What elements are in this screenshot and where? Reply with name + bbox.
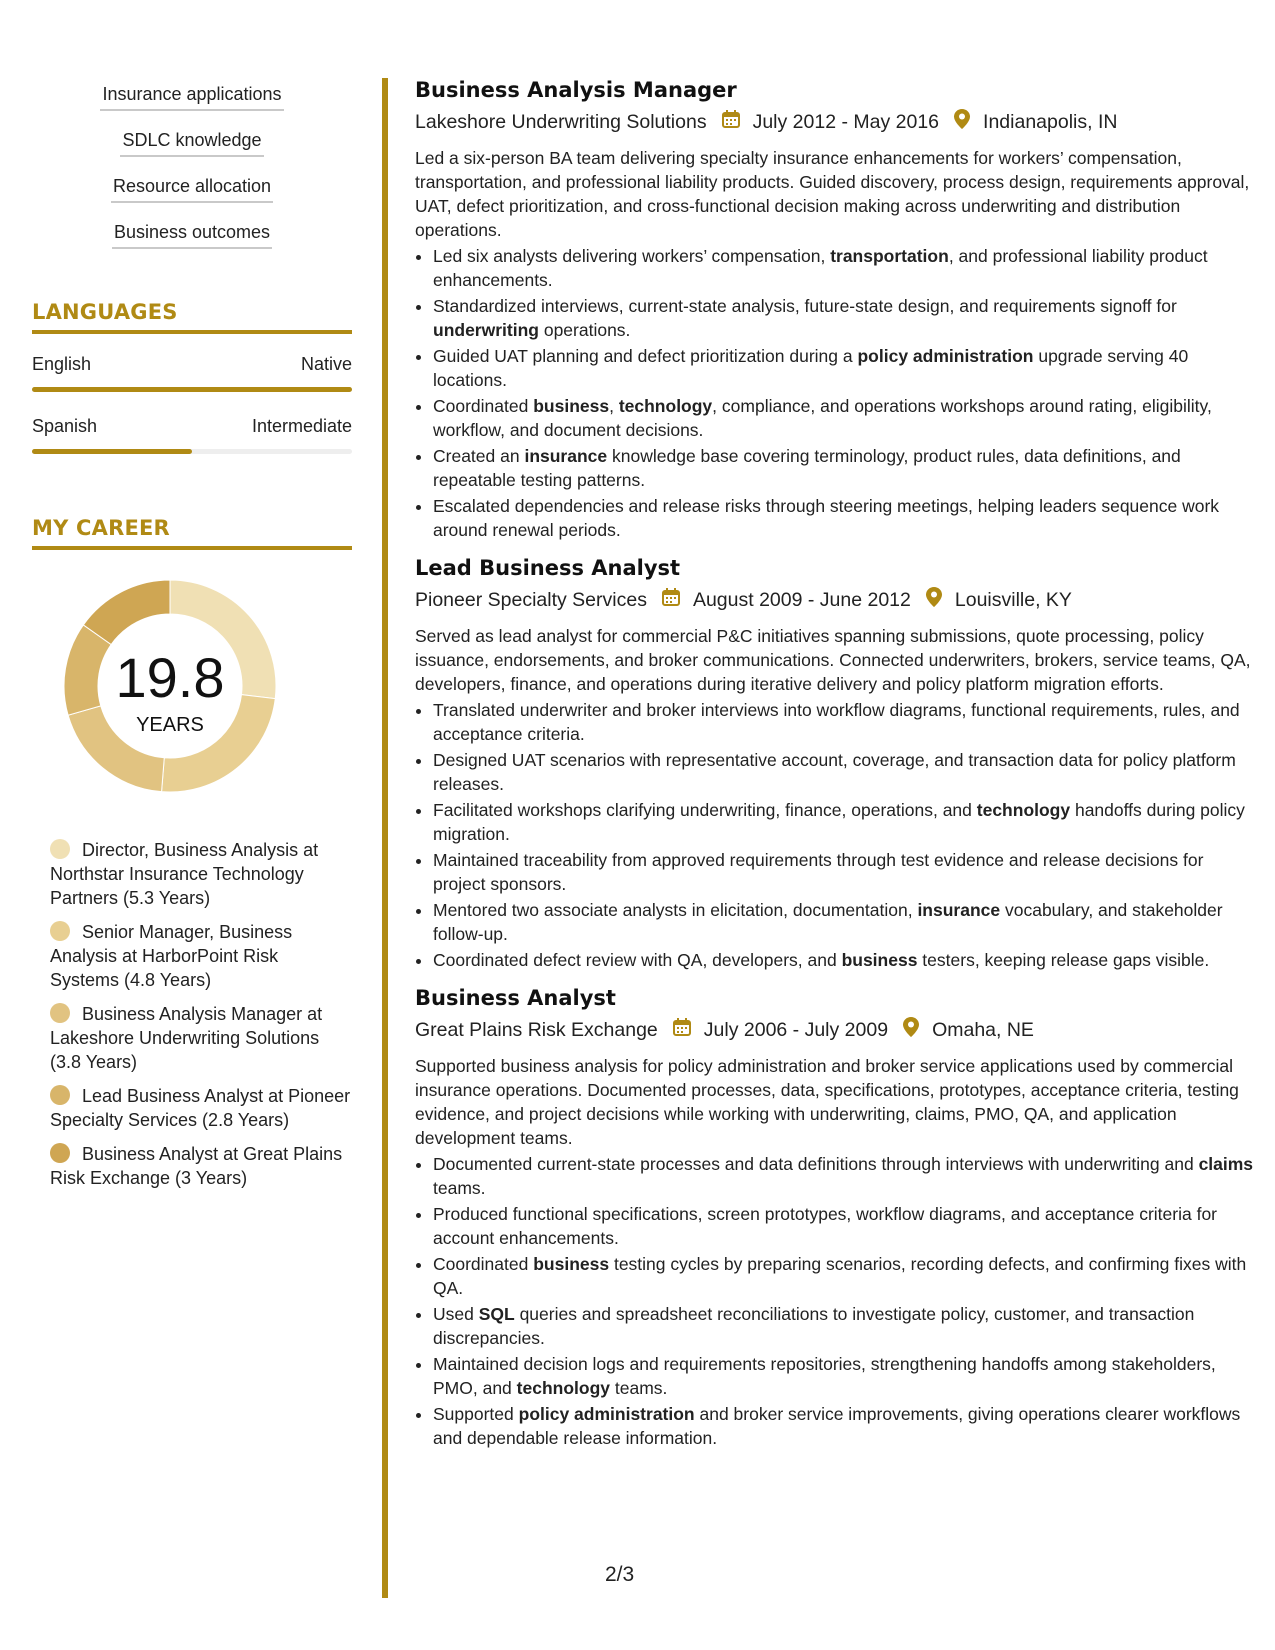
career-title: MY CAREER [32,516,352,550]
bullet-text: and broker service improvements, giving operations clearer workflows and dependable release information. [433,1404,1241,1448]
keyword-highlight: transportation [830,246,949,266]
career-legend-text: Business Analysis Manager at Lakeshore Underwriting Solutions (3.8 Years) [50,1004,323,1072]
job-location: Louisville, KY [954,588,1072,611]
bullet-text: Escalated dependencies and release risks through steering meetings, helping leaders sequence work around renewal periods. [433,496,1220,540]
bullet-text: handoffs during policy migration. [433,800,1245,844]
career-legend-item [32,838,352,910]
bullet-text: Documented current-state processes and data definitions through interviews with underwriting and [433,1154,1199,1174]
job-entry [415,986,1255,1450]
bullet-text: Translated underwriter and broker interviews into workflow diagrams, functional requirements, rules, and acceptance criteria. [433,700,1240,744]
job-bullet [433,1352,1255,1400]
bullet-text: Coordinated [433,1254,534,1274]
job-bullet [433,848,1255,896]
job-summary: Supported business analysis for policy administration and broker service applications used by commercial insurance operations. Documented processes, data, specifications, prototypes, acceptance criteria, testing evidence, and project decisions while working with underwriting, claims, PMO, QA, and application development teams. [415,1056,1239,1148]
bullet-text: upgrade serving 40 locations. [433,346,1189,390]
bullet-text: Standardized interviews, current-state analysis, future-state design, and requirements signoff for [433,296,1177,316]
career-donut-slice [162,695,276,792]
job-entry [415,78,1255,542]
keyword-highlight: insurance [917,900,1001,920]
column-divider [382,78,388,1598]
skill-item [32,218,352,249]
job-meta [415,586,1255,614]
skill-item [32,126,352,157]
location-pin-icon [953,108,971,136]
bullet-text: Coordinated [433,396,534,416]
job-company: Great Plains Risk Exchange [415,1018,658,1041]
language-item [32,354,352,392]
location-pin-icon [902,1016,920,1044]
job-company: Lakeshore Underwriting Solutions [415,110,707,133]
career-legend-item [32,1002,352,1074]
job-company: Pioneer Specialty Services [415,588,647,611]
keyword-highlight: business [533,1254,610,1274]
bullet-text: Supported [433,1404,519,1424]
keyword-highlight: insurance [524,446,608,466]
bullet-text: testing cycles by preparing scenarios, recording defects, and confirming fixes with QA. [433,1254,1247,1298]
job-bullet [433,948,1255,972]
job-bullet [433,898,1255,946]
job-bullets [415,1152,1255,1450]
job-summary: Served as lead analyst for commercial P&C initiatives spanning submissions, quote processing, policy issuance, endorsements, and broker communications. Connected underwriters, brokers, service teams, QA, developers, finance, and operations during iterative delivery and policy platform migration efforts. [415,626,1251,694]
job-bullet [433,294,1255,342]
language-level: Native [300,354,352,374]
location-pin-icon [925,586,943,614]
job-dates: August 2009 - June 2012 [692,588,911,611]
keyword-highlight: underwriting [433,320,539,340]
languages-title: LANGUAGES [32,300,352,334]
job-meta [415,108,1255,136]
job-bullet [433,1202,1255,1250]
language-row [32,354,352,375]
job-bullet [433,244,1255,292]
language-proficiency-bar [32,387,352,392]
calendar-icon [721,109,741,135]
language-item [32,416,352,454]
job-bullet [433,1252,1255,1300]
job-summary: Led a six-person BA team delivering specialty insurance enhancements for workers’ compensation, transportation, and professional liability products. Guided discovery, process design, requirements approval, UAT, defect prioritization, and cross-functional decision making across underwriting and distribution operations. [415,148,1250,240]
bullet-text: , and professional liability product enhancements. [433,246,1208,290]
keyword-highlight: business [841,950,918,970]
keyword-highlight: claims [1198,1154,1254,1174]
bullet-text: , compliance, and operations workshops around rating, eligibility, workflow, and document decisions. [433,396,1212,440]
career-donut-chart [32,580,352,810]
calendar-icon [672,1017,692,1043]
keyword-highlight: technology [976,800,1071,820]
bullet-text: teams. [433,1178,486,1198]
language-level: Intermediate [251,416,352,436]
job-bullet [433,444,1255,492]
language-proficiency-fill [32,387,352,392]
bullet-text: Maintained traceability from approved requirements through test evidence and release decisions for project sponsors. [433,850,1204,894]
bullet-text: Mentored two associate analysts in elicitation, documentation, [433,900,918,920]
experience-section [415,78,1255,1464]
languages-list [32,354,352,454]
bullet-text: vocabulary, and stakeholder follow-up. [433,900,1223,944]
job-bullets [415,698,1255,972]
calendar-icon [661,587,681,613]
job-title: Business Analyst [415,986,616,1010]
bullet-text: knowledge base covering terminology, product rules, data definitions, and repeatable testing patterns. [433,446,1181,490]
skill-label: SDLC knowledge [120,126,263,157]
bullet-text: operations. [538,320,631,340]
job-bullet [433,1402,1255,1450]
skill-item [32,172,352,203]
job-bullet [433,748,1255,796]
bullet-text: Used [433,1304,479,1324]
keyword-highlight: technology [618,396,713,416]
bullet-text: Facilitated workshops clarifying underwriting, finance, operations, and [433,800,977,820]
skill-label: Business outcomes [112,218,272,249]
job-bullet [433,798,1255,846]
sidebar [32,80,352,1200]
language-name: Spanish [32,416,98,436]
bullet-text: Created an [433,446,525,466]
skills-list [32,80,352,249]
bullet-text: testers, keeping release gaps visible. [917,950,1210,970]
bullet-text: Coordinated defect review with QA, developers, and [433,950,842,970]
language-name: English [32,354,92,374]
career-legend-dot [50,1085,70,1105]
bullet-text: Designed UAT scenarios with representative account, coverage, and transaction data for policy platform releases. [433,750,1236,794]
page-number: 2/3 [605,1563,635,1586]
bullet-text: queries and spreadsheet reconciliations to investigate policy, customer, and transaction discrepancies. [433,1304,1195,1348]
job-meta [415,1016,1255,1044]
job-bullet [433,1302,1255,1350]
bullet-text: , [609,396,619,416]
language-row [32,416,352,437]
job-bullet [433,698,1255,746]
job-entry [415,556,1255,972]
career-years-label: YEARS [136,714,204,736]
career-total-years: 19.8 [115,646,225,709]
keyword-highlight: policy administration [518,1404,695,1424]
skill-item [32,80,352,111]
keyword-highlight: policy administration [857,346,1034,366]
job-bullet [433,344,1255,392]
career-legend-text: Business Analyst at Great Plains Risk Exchange (3 Years) [50,1144,343,1188]
skill-label: Insurance applications [100,80,283,111]
career-legend-item [32,1084,352,1132]
language-proficiency-bar [32,449,352,454]
career-legend-text: Senior Manager, Business Analysis at HarborPoint Risk Systems (4.8 Years) [50,922,293,990]
keyword-highlight: SQL [478,1304,515,1324]
keyword-highlight: technology [516,1378,610,1398]
job-location: Indianapolis, IN [983,110,1118,133]
job-bullet [433,494,1255,542]
job-location: Omaha, NE [932,1018,1034,1041]
skill-label: Resource allocation [111,172,273,203]
job-title: Lead Business Analyst [415,556,681,580]
career-legend [32,838,352,1190]
career-legend-text: Director, Business Analysis at Northstar Insurance Technology Partners (5.3 Years) [50,840,319,908]
job-bullets [415,244,1255,542]
job-dates: July 2012 - May 2016 [752,110,940,133]
career-legend-dot [50,1003,70,1023]
career-legend-dot [50,839,70,859]
career-legend-dot [50,921,70,941]
language-proficiency-fill [32,449,192,454]
job-title: Business Analysis Manager [415,78,737,102]
career-legend-item [32,1142,352,1190]
bullet-text: Guided UAT planning and defect prioritization during a [433,346,858,366]
keyword-highlight: business [533,396,610,416]
career-legend-text: Lead Business Analyst at Pioneer Specialty Services (2.8 Years) [50,1086,351,1130]
career-legend-item [32,920,352,992]
bullet-text: teams. [610,1378,668,1398]
bullet-text: Produced functional specifications, screen prototypes, workflow diagrams, and acceptance criteria for account enhancements. [433,1204,1218,1248]
job-dates: July 2006 - July 2009 [703,1018,889,1041]
job-bullet [433,394,1255,442]
career-legend-dot [50,1143,70,1163]
bullet-text: Led six analysts delivering workers’ compensation, [433,246,831,266]
job-bullet [433,1152,1255,1200]
bullet-text: Maintained decision logs and requirements repositories, strengthening handoffs among stakeholders, PMO, and [433,1354,1216,1398]
